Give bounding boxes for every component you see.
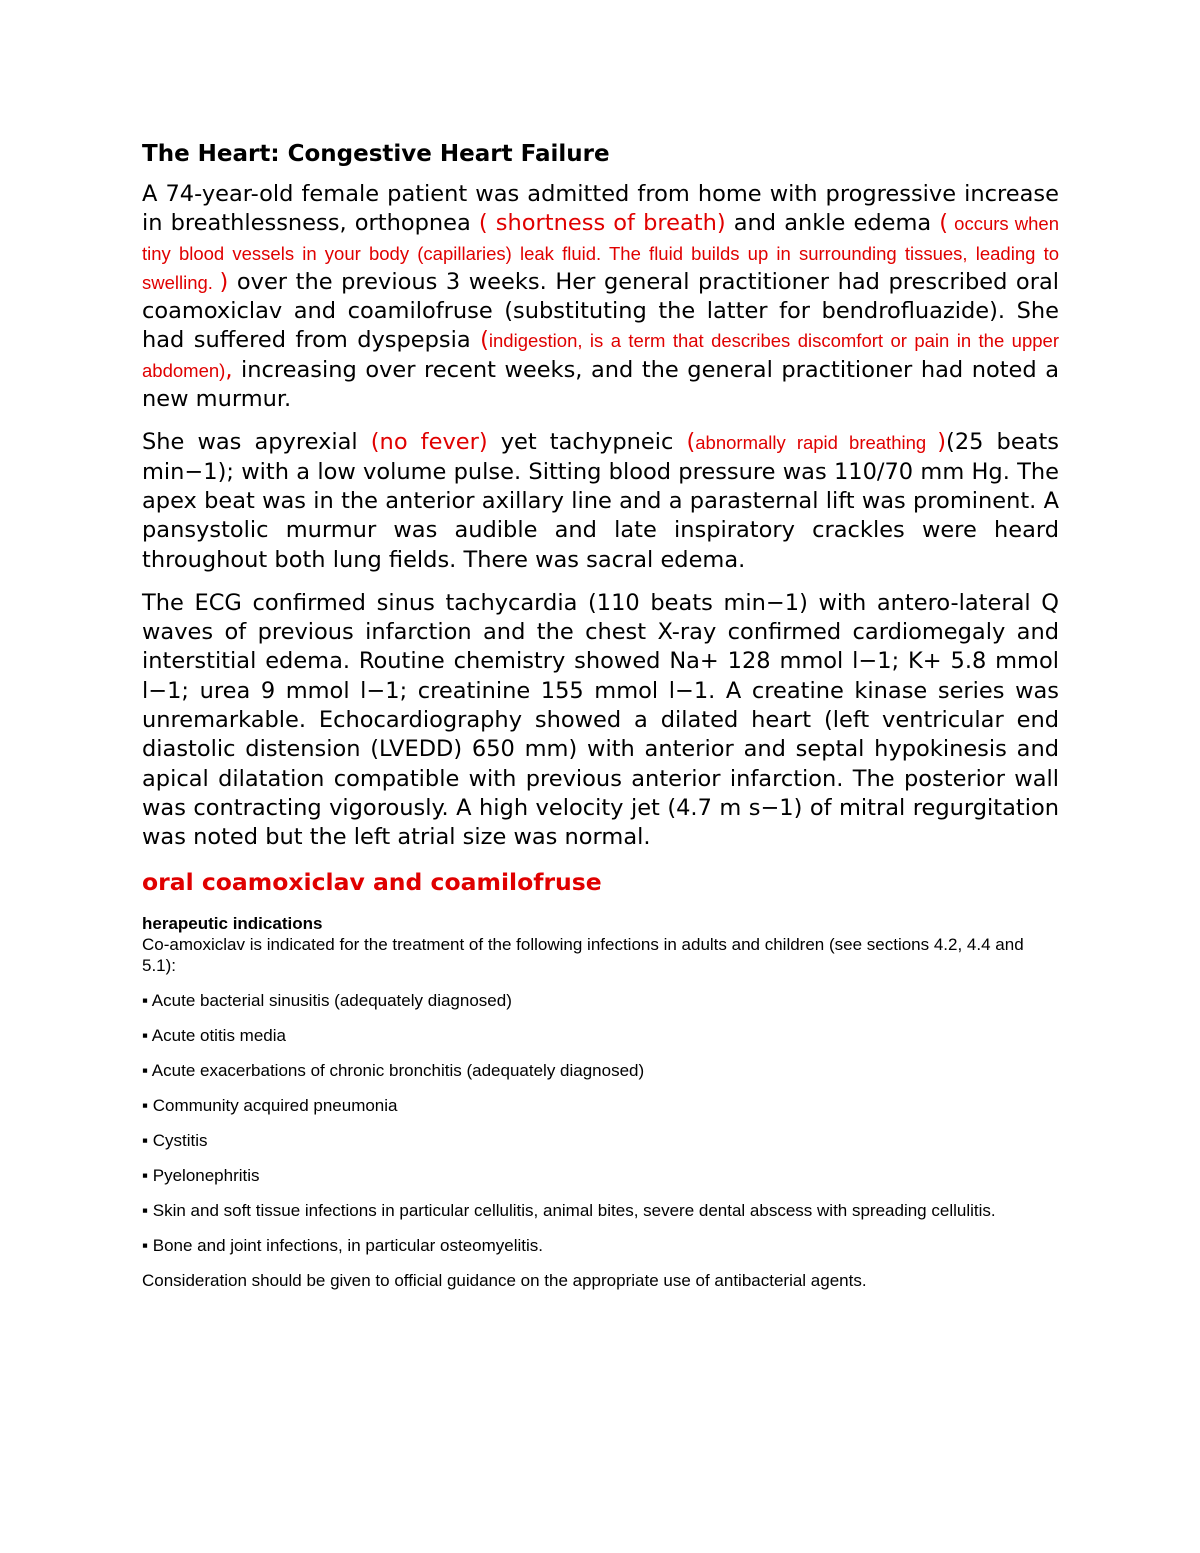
indication-item: ▪ Acute exacerbations of chronic bronchitis (adequately diagnosed) — [142, 1060, 645, 1080]
p1-edema-note: occurs when tiny blood vessels in your body (capillaries) leak fluid. The fluid builds up in surrounding tissues, leading to swelling. — [142, 213, 1059, 293]
indications-heading: herapeutic indications — [142, 913, 323, 933]
indication-item: ▪ Skin and soft tissue infections in particular cellulitis, animal bites, severe dental abscess with spreading cellulitis. — [142, 1200, 996, 1220]
p1-text-1: A 74-year-old female patient was admitted from home with progressive increase in breathlessness, orthopnea — [142, 181, 1059, 237]
case-paragraph-1 — [142, 180, 1059, 414]
p1-edema-note-close: ) — [219, 268, 229, 295]
p1-text-2: and ankle edema — [725, 210, 940, 237]
document-title: The Heart: Congestive Heart Failure — [142, 141, 610, 167]
p1-dyspepsia-note-comma: , — [225, 356, 233, 383]
p1-dyspepsia-note-open: ( — [480, 327, 489, 354]
closing-note: Consideration should be given to official guidance on the appropriate use of antibacterial agents. — [142, 1270, 867, 1290]
p2-text-3: (25 beats min−1); with a low volume pulse. Sitting blood pressure was 110/70 mm Hg. The apex beat was in the anterior axillary line and a parasternal lift was prominent. A pansystolic murmur was audible and late inspiratory crackles were heard throughout both lung fields. There was sacral edema. — [142, 429, 1060, 573]
document-body — [142, 138, 1059, 1291]
indication-item: ▪ Bone and joint infections, in particular osteomyelitis. — [142, 1235, 544, 1255]
p1-edema-note-open: ( — [939, 210, 949, 237]
case-paragraph-3: The ECG confirmed sinus tachycardia (110 beats min−1) with antero-lateral Q waves of previous infarction and the chest X-ray confirmed cardiomegaly and interstitial edema. Routine chemistry showed Na+ 128 mmol l−1; K+ 5.8 mmol l−1; urea 9 mmol l−1; creatinine 155 mmol l−1. A creatine kinase series was unremarkable. Echocardiography showed a dilated heart (left ventricular end diastolic distension (LVEDD) 650 mm) with anterior and septal hypokinesis and apical dilatation compatible with previous anterior infarction. The posterior wall was contracting vigorously. A high velocity jet (4.7 m s−1) of mitral regurgitation was noted but the left atrial size was normal. — [142, 589, 1059, 851]
p2-text-1: She was apyrexial — [142, 429, 371, 456]
p1-text-3: over the previous 3 weeks. Her general practitioner had prescribed oral coamoxiclav and coamilofruse (substituting the latter for bendrofluazide). She had suffered from dyspepsia — [142, 268, 1059, 354]
p2-apyrexial-note: (no fever) — [370, 429, 488, 456]
p2-tachypneic-note-close: ) — [937, 429, 947, 456]
p2-tachypneic-note-open: ( — [686, 429, 696, 456]
p1-orthopnea-note: ( shortness of breath) — [478, 210, 726, 237]
indication-item: ▪ Acute otitis media — [142, 1025, 286, 1045]
case-paragraph-2 — [142, 428, 1059, 574]
indication-item: ▪ Pyelonephritis — [142, 1165, 260, 1185]
indication-item: ▪ Acute bacterial sinusitis (adequately diagnosed) — [142, 990, 512, 1010]
section-title: oral coamoxiclav and coamilofruse — [142, 867, 602, 896]
p1-dyspepsia-note: indigestion, is a term that describes discomfort or pain in the upper abdomen) — [142, 330, 1059, 381]
indications-intro: Co-amoxiclav is indicated for the treatment of the following infections in adults and children (see sections 4.2, 4.4 and 5.1): — [142, 934, 1024, 975]
indication-item: ▪ Cystitis — [142, 1130, 208, 1150]
p1-text-4: increasing over recent weeks, and the general practitioner had noted a new murmur. — [142, 356, 1059, 413]
p2-text-2: yet tachypneic — [487, 429, 687, 456]
indication-item: ▪ Community acquired pneumonia — [142, 1095, 398, 1115]
p2-tachypneic-note: abnormally rapid breathing — [695, 432, 938, 454]
